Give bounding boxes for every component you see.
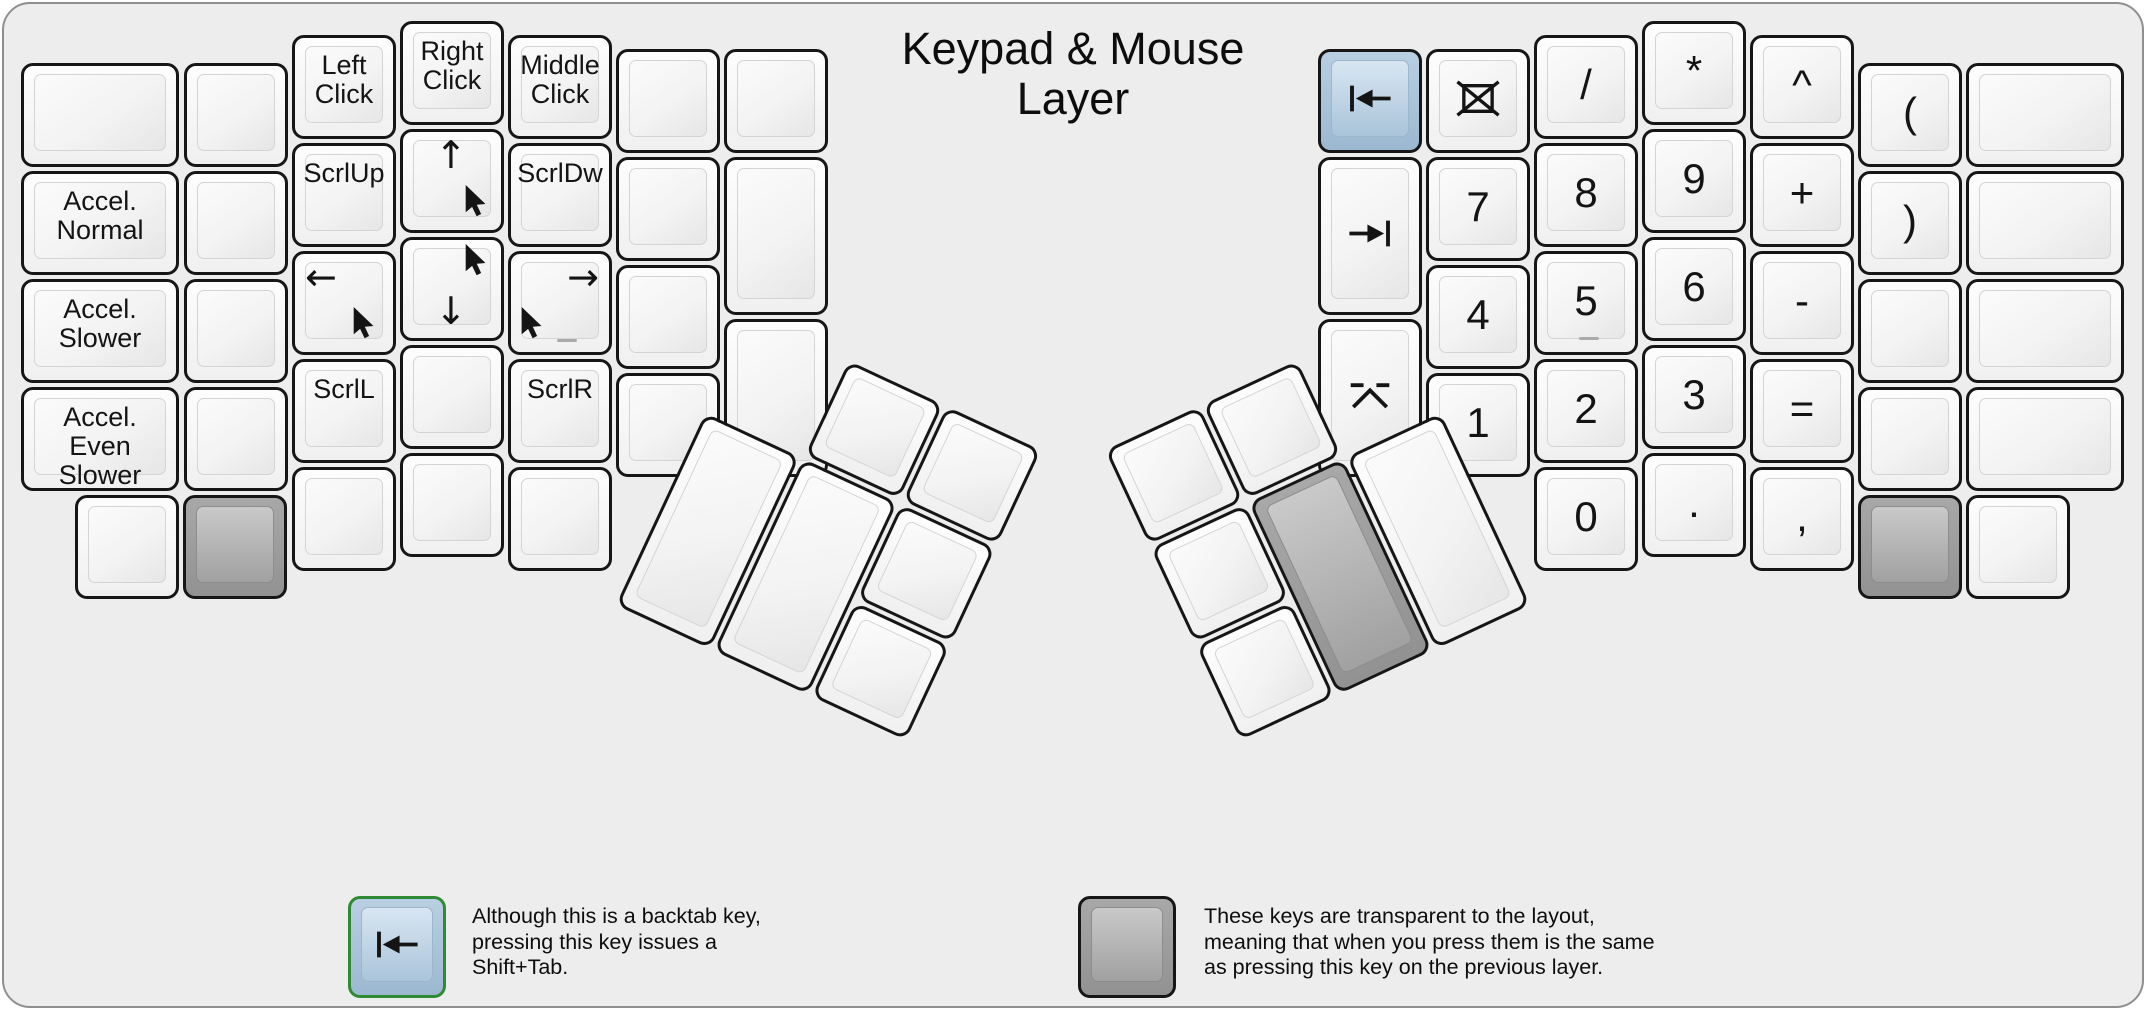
key-label: / — [1580, 61, 1592, 108]
key-blank — [616, 157, 720, 261]
key-scroll-right — [508, 359, 612, 463]
legend-backtab-sample — [348, 896, 452, 1004]
title-line-1: Keypad & Mouse — [901, 23, 1245, 74]
key-clear — [1426, 49, 1530, 153]
key-= — [1750, 359, 1854, 463]
key-label: 1 — [1466, 399, 1490, 446]
key-left-click — [292, 35, 396, 139]
key-label-area — [511, 470, 609, 568]
homing-bump — [1579, 337, 1599, 340]
key-label-area — [1645, 456, 1743, 554]
key-label-area — [24, 66, 176, 164]
key-blank — [616, 49, 720, 153]
page-title — [823, 24, 1323, 124]
key-4 — [1426, 265, 1530, 369]
key-) — [1858, 171, 1962, 275]
key-blank — [400, 453, 504, 557]
key-right-click — [400, 21, 504, 125]
key-label: Right Click — [420, 36, 484, 95]
key-label: 3 — [1682, 371, 1706, 418]
key-mouse-left — [292, 251, 396, 355]
key-label: ) — [1903, 197, 1917, 244]
key-label-area — [187, 390, 285, 488]
key-blank — [75, 495, 179, 599]
key-label-area — [186, 498, 284, 596]
key-label-area — [1861, 66, 1959, 164]
key-9 — [1642, 129, 1746, 233]
key-label: 7 — [1466, 183, 1490, 230]
key-label-area — [619, 160, 717, 258]
key-label: 8 — [1574, 169, 1598, 216]
key-label-area — [727, 52, 825, 150]
mouse-cursor-icon — [463, 244, 491, 276]
key-- — [1750, 251, 1854, 355]
key-label: , — [1796, 493, 1808, 540]
key-blank — [724, 157, 828, 315]
key-label-area — [1645, 240, 1743, 338]
key-blank — [1858, 387, 1962, 491]
key-label-area — [351, 899, 443, 995]
key-. — [1642, 453, 1746, 557]
key-( — [1858, 63, 1962, 167]
key-label-area — [1753, 362, 1851, 460]
key-blank — [184, 387, 288, 491]
key-label: + — [1789, 169, 1815, 216]
legend-backtab-text — [472, 904, 761, 981]
key-label-area — [1969, 66, 2121, 164]
key-* — [1642, 21, 1746, 125]
key-accel-slower — [21, 279, 179, 383]
key-label: 5 — [1574, 277, 1598, 324]
legend-transparent-key — [1078, 896, 1176, 998]
key-label-area — [1081, 899, 1173, 995]
key-5 — [1534, 251, 1638, 355]
legend-backtab-line1: Although this is a backtab key, — [472, 904, 761, 928]
key-label-area — [403, 240, 501, 338]
key-label-area — [403, 456, 501, 554]
key-label: - — [1795, 277, 1809, 324]
key-scroll-left — [292, 359, 396, 463]
key-3 — [1642, 345, 1746, 449]
legend-backtab-key — [348, 896, 446, 998]
key-tab — [1318, 157, 1422, 315]
key-blank — [184, 279, 288, 383]
key-blank — [508, 467, 612, 571]
key-label-area — [1969, 174, 2121, 272]
key-label: . — [1688, 479, 1700, 526]
key-label-area — [1861, 174, 1959, 272]
key-label: 6 — [1682, 263, 1706, 310]
legend-transparent-line1: These keys are transparent to the layout, — [1204, 904, 1595, 928]
key-label-area — [403, 24, 501, 122]
key-accel-even-slower — [21, 387, 179, 491]
key-label: ScrlL — [313, 374, 375, 404]
legend-transparent-line2: meaning that when you press them is the same — [1204, 929, 1655, 954]
key-label-area — [1753, 470, 1851, 568]
key-label: Accel. Slower — [58, 294, 142, 353]
key-label-area — [1861, 498, 1959, 596]
key-scroll-up — [292, 143, 396, 247]
key-mouse-down — [400, 237, 504, 341]
legend-transparent-line3: as pressing this key on the previous layer. — [1204, 955, 1604, 979]
legend-backtab-line3: Shift+Tab. — [472, 955, 569, 979]
key-label-area — [511, 146, 609, 244]
key-0 — [1534, 467, 1638, 571]
backtab-icon — [1344, 81, 1396, 117]
tab-icon — [1344, 216, 1396, 252]
key-icon-wrap — [1344, 81, 1396, 122]
key-blank — [616, 265, 720, 369]
key-label-area — [1537, 362, 1635, 460]
key-label-area — [1969, 282, 2121, 380]
key-label-area — [1969, 498, 2067, 596]
key-mouse-right — [508, 251, 612, 355]
key-label: = — [1789, 385, 1815, 432]
key-/ — [1534, 35, 1638, 139]
key-label: ScrlDw — [517, 158, 603, 188]
arrow-right-icon: → — [567, 255, 599, 299]
key-label-area — [727, 160, 825, 312]
key-8 — [1534, 143, 1638, 247]
key-label-area — [1753, 38, 1851, 136]
key-label-area — [1429, 160, 1527, 258]
key-, — [1750, 467, 1854, 571]
key-label-area — [24, 174, 176, 272]
key-label-area — [1861, 390, 1959, 488]
cursor-wrap — [463, 185, 491, 222]
key-transparent — [183, 495, 287, 599]
key-label-area — [24, 390, 176, 488]
key-label-area — [187, 282, 285, 380]
legend-transparent-text — [1204, 904, 1655, 981]
key-accel-normal — [21, 171, 179, 275]
homing-bump — [557, 339, 577, 342]
key-icon-wrap — [1344, 216, 1396, 257]
key-label-area — [1645, 348, 1743, 446]
key-label: 4 — [1466, 291, 1490, 338]
key-blank — [400, 345, 504, 449]
key-6 — [1642, 237, 1746, 341]
mouse-cursor-icon — [351, 307, 379, 339]
key-label: Accel. Even Slower — [58, 402, 142, 490]
key-label-area — [187, 66, 285, 164]
key-transparent — [1858, 495, 1962, 599]
key-label-area — [1861, 282, 1959, 380]
key-label-area — [1429, 268, 1527, 366]
key-label-area — [1321, 52, 1419, 150]
arrow-up-icon: ↑ — [435, 133, 467, 177]
key-label: ScrlR — [527, 374, 593, 404]
key-label-area — [619, 52, 717, 150]
key-label-area — [295, 362, 393, 460]
key-label-area — [1645, 24, 1743, 122]
key-label-area — [1645, 132, 1743, 230]
key-label-area — [511, 38, 609, 136]
arrow-left-icon: ← — [305, 255, 337, 299]
key-blank — [724, 49, 828, 153]
legend-transparent-sample — [1078, 896, 1182, 1004]
title-line-2: Layer — [1016, 73, 1130, 124]
key-label-area — [403, 132, 501, 230]
key-7 — [1426, 157, 1530, 261]
key-label-area — [1969, 390, 2121, 488]
mouse-cursor-icon — [463, 185, 491, 217]
key-label-area — [1753, 254, 1851, 352]
clear-icon — [1452, 81, 1504, 117]
key-icon-wrap — [371, 927, 423, 968]
key-label-area — [1429, 52, 1527, 150]
key-label-area — [1537, 254, 1635, 352]
key-label-area — [295, 146, 393, 244]
key-blank — [184, 171, 288, 275]
key-middle-click — [508, 35, 612, 139]
key-backtab — [1318, 49, 1422, 153]
key-label-area — [78, 498, 176, 596]
key-blank — [1858, 279, 1962, 383]
key-label: * — [1685, 47, 1703, 94]
key-label-area — [1753, 146, 1851, 244]
key-label-area — [24, 282, 176, 380]
key-label-area — [1321, 160, 1419, 312]
key-label-area — [295, 470, 393, 568]
cursor-wrap — [519, 307, 547, 344]
key-blank — [1966, 279, 2124, 383]
key-blank — [1966, 495, 2070, 599]
arrow-down-icon: ↓ — [435, 289, 467, 333]
key-label-area — [619, 268, 717, 366]
key-^ — [1750, 35, 1854, 139]
key-label-area — [187, 174, 285, 272]
key-label-area — [511, 254, 609, 352]
key-blank — [1966, 387, 2124, 491]
key-blank — [292, 467, 396, 571]
key-blank — [1966, 171, 2124, 275]
cursor-wrap — [463, 244, 491, 281]
key-label: Middle Click — [520, 50, 600, 109]
mouse-cursor-icon — [519, 307, 547, 339]
key-2 — [1534, 359, 1638, 463]
key-label-area — [295, 38, 393, 136]
key-mouse-up — [400, 129, 504, 233]
key-label: ^ — [1792, 61, 1812, 108]
key-blank — [1966, 63, 2124, 167]
key-label-area — [403, 348, 501, 446]
key-label: 9 — [1682, 155, 1706, 202]
legend-backtab-line2: pressing this key issues a — [472, 929, 717, 954]
key-label: ScrlUp — [303, 158, 385, 188]
key-label: ( — [1903, 89, 1917, 136]
key-label: 0 — [1574, 493, 1598, 540]
backtab-icon — [371, 927, 423, 963]
key-label: 2 — [1574, 385, 1598, 432]
key-blank — [21, 63, 179, 167]
key-label-area — [1537, 146, 1635, 244]
key-scroll-down — [508, 143, 612, 247]
cursor-wrap — [351, 307, 379, 344]
key-label-area — [1537, 470, 1635, 568]
key-icon-wrap — [1452, 81, 1504, 122]
key-label: Accel. Normal — [56, 186, 144, 245]
key-blank — [184, 63, 288, 167]
key-label-area — [511, 362, 609, 460]
key-label-area — [295, 254, 393, 352]
key-+ — [1750, 143, 1854, 247]
key-label-area — [1537, 38, 1635, 136]
key-label: Left Click — [314, 50, 374, 109]
